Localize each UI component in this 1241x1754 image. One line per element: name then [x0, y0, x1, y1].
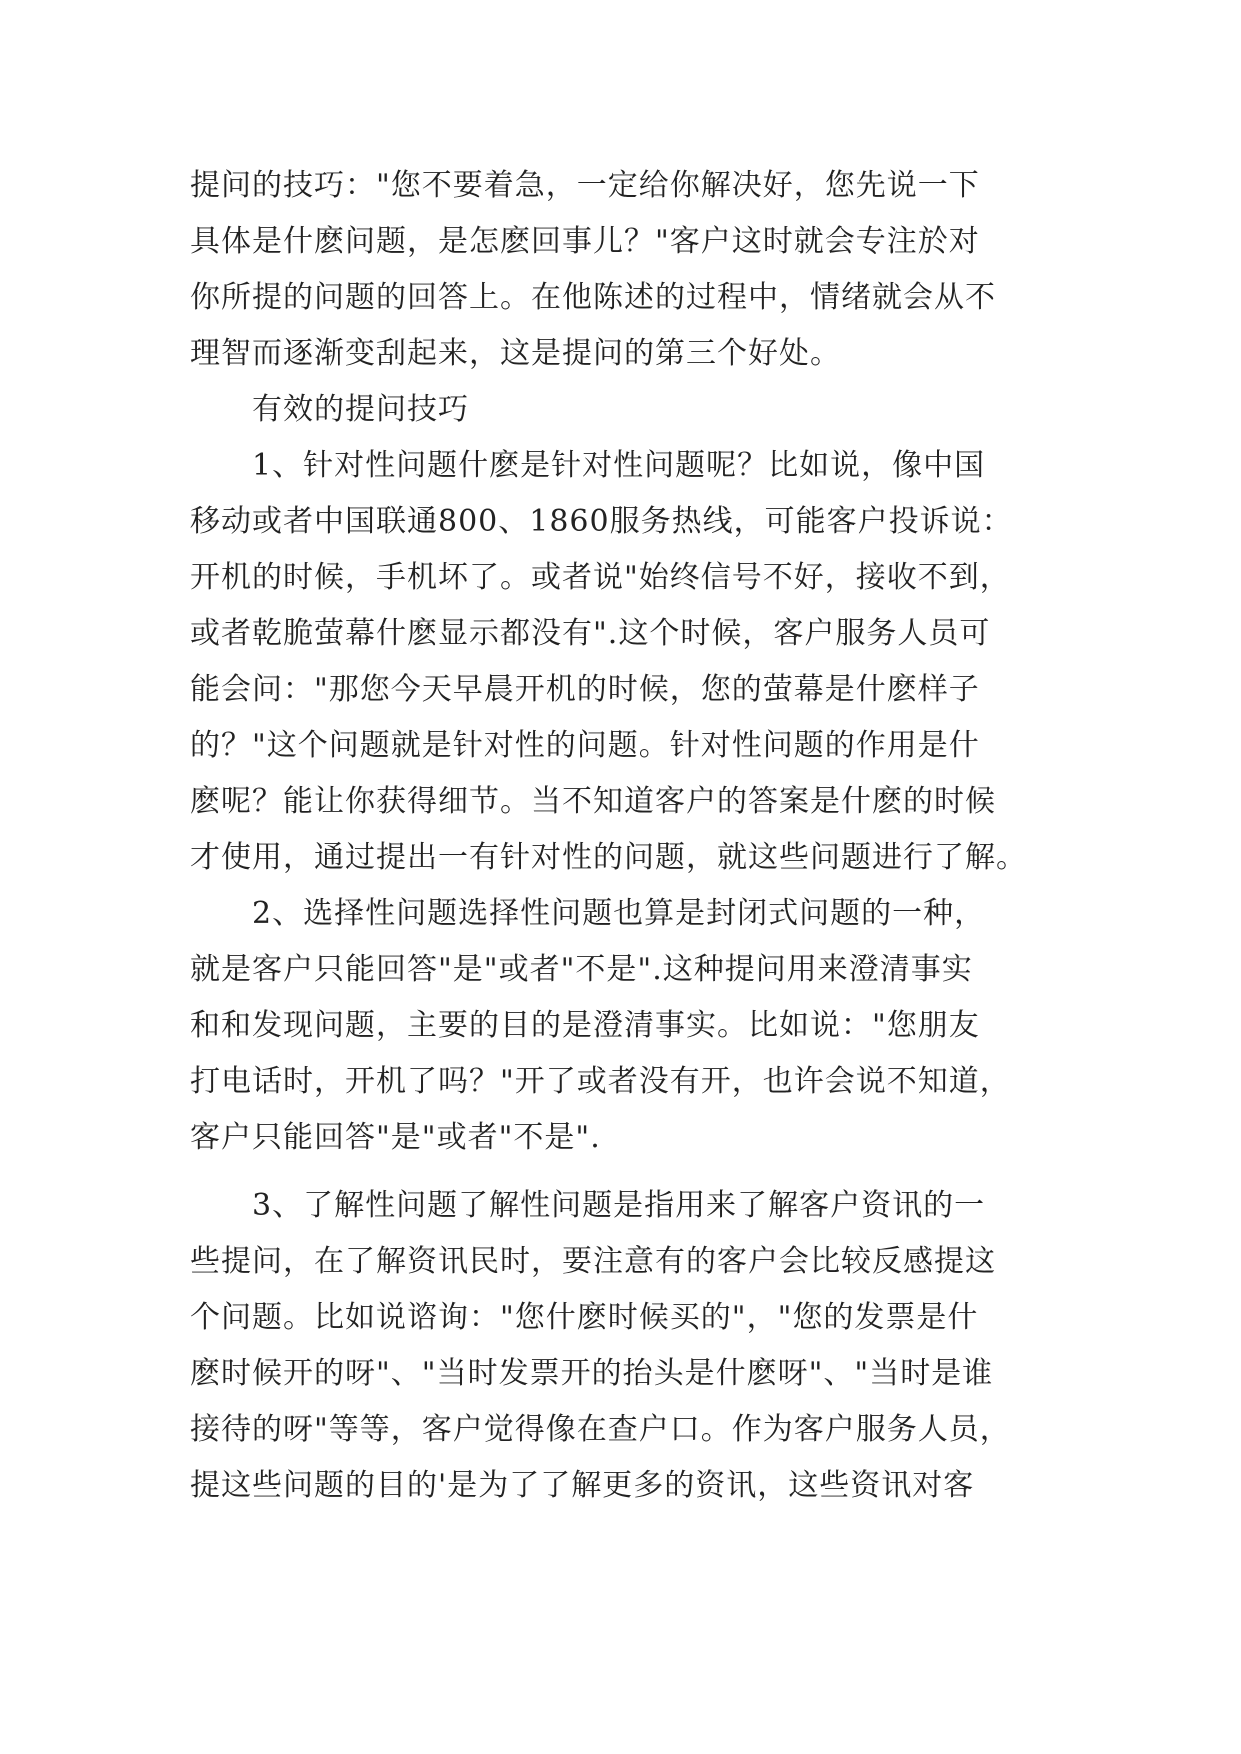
text-line: 提问的技巧："您不要着急，一定给你解决好，您先说一下	[190, 168, 980, 203]
text-line: 1、针对性问题什麽是针对性问题呢？比如说，像中国	[190, 448, 986, 483]
text-line: 或者乾脆萤幕什麽显示都没有".这个时候，客户服务人员可	[190, 616, 991, 651]
text-line: 和和发现问题，主要的目的是澄清事实。比如说："您朋友	[190, 1008, 980, 1043]
text-line: 些提问，在了解资讯民时，要注意有的客户会比较反感提这	[190, 1244, 996, 1279]
document-body	[190, 158, 1060, 1514]
text-line: 开机的时候，手机坏了。或者说"始终信号不好，接收不到，	[190, 560, 1011, 595]
text-line: 麽时候开的呀"、"当时发票开的抬头是什麽呀"、"当时是谁	[190, 1356, 994, 1391]
section-heading: 有效的提问技巧	[190, 392, 469, 427]
text-line: 就是客户只能回答"是"或者"不是".这种提问用来澄清事实	[190, 952, 973, 987]
text-line: 能会问："那您今天早晨开机的时候，您的萤幕是什麽样子	[190, 672, 980, 707]
text-line: 打电话时，开机了吗？"开了或者没有开，也许会说不知道，	[190, 1064, 1011, 1099]
paragraph-gap	[190, 1166, 1060, 1178]
text-line: 2、选择性问题选择性问题也算是封闭式问题的一种，	[190, 896, 986, 931]
text-line: 才使用，通过提出一有针对性的问题，就这些问题进行了解。	[190, 840, 1027, 875]
text-line: 提这些问题的目的'是为了了解更多的资讯，这些资讯对客	[190, 1468, 975, 1503]
text-line: 具体是什麽问题，是怎麽回事儿？"客户这时就会专注於对	[190, 224, 980, 259]
text-line: 接待的呀"等等，客户觉得像在查户口。作为客户服务人员，	[190, 1412, 1011, 1447]
text-line: 麽呢？能让你获得细节。当不知道客户的答案是什麽的时候	[190, 784, 996, 819]
text-line: 移动或者中国联通800、1860服务热线，可能客户投诉说：	[190, 504, 1013, 539]
text-line: 3、了解性问题了解性问题是指用来了解客户资讯的一	[190, 1188, 986, 1223]
text-line: 的？"这个问题就是针对性的问题。针对性问题的作用是什	[190, 728, 980, 763]
text-line: 理智而逐渐变刮起来，这是提问的第三个好处。	[190, 336, 841, 371]
text-line: 个问题。比如说谘询："您什麽时候买的"，"您的发票是什	[190, 1300, 979, 1335]
text-line: 你所提的问题的回答上。在他陈述的过程中，情绪就会从不	[190, 280, 996, 315]
text-line: 客户只能回答"是"或者"不是".	[190, 1120, 601, 1155]
